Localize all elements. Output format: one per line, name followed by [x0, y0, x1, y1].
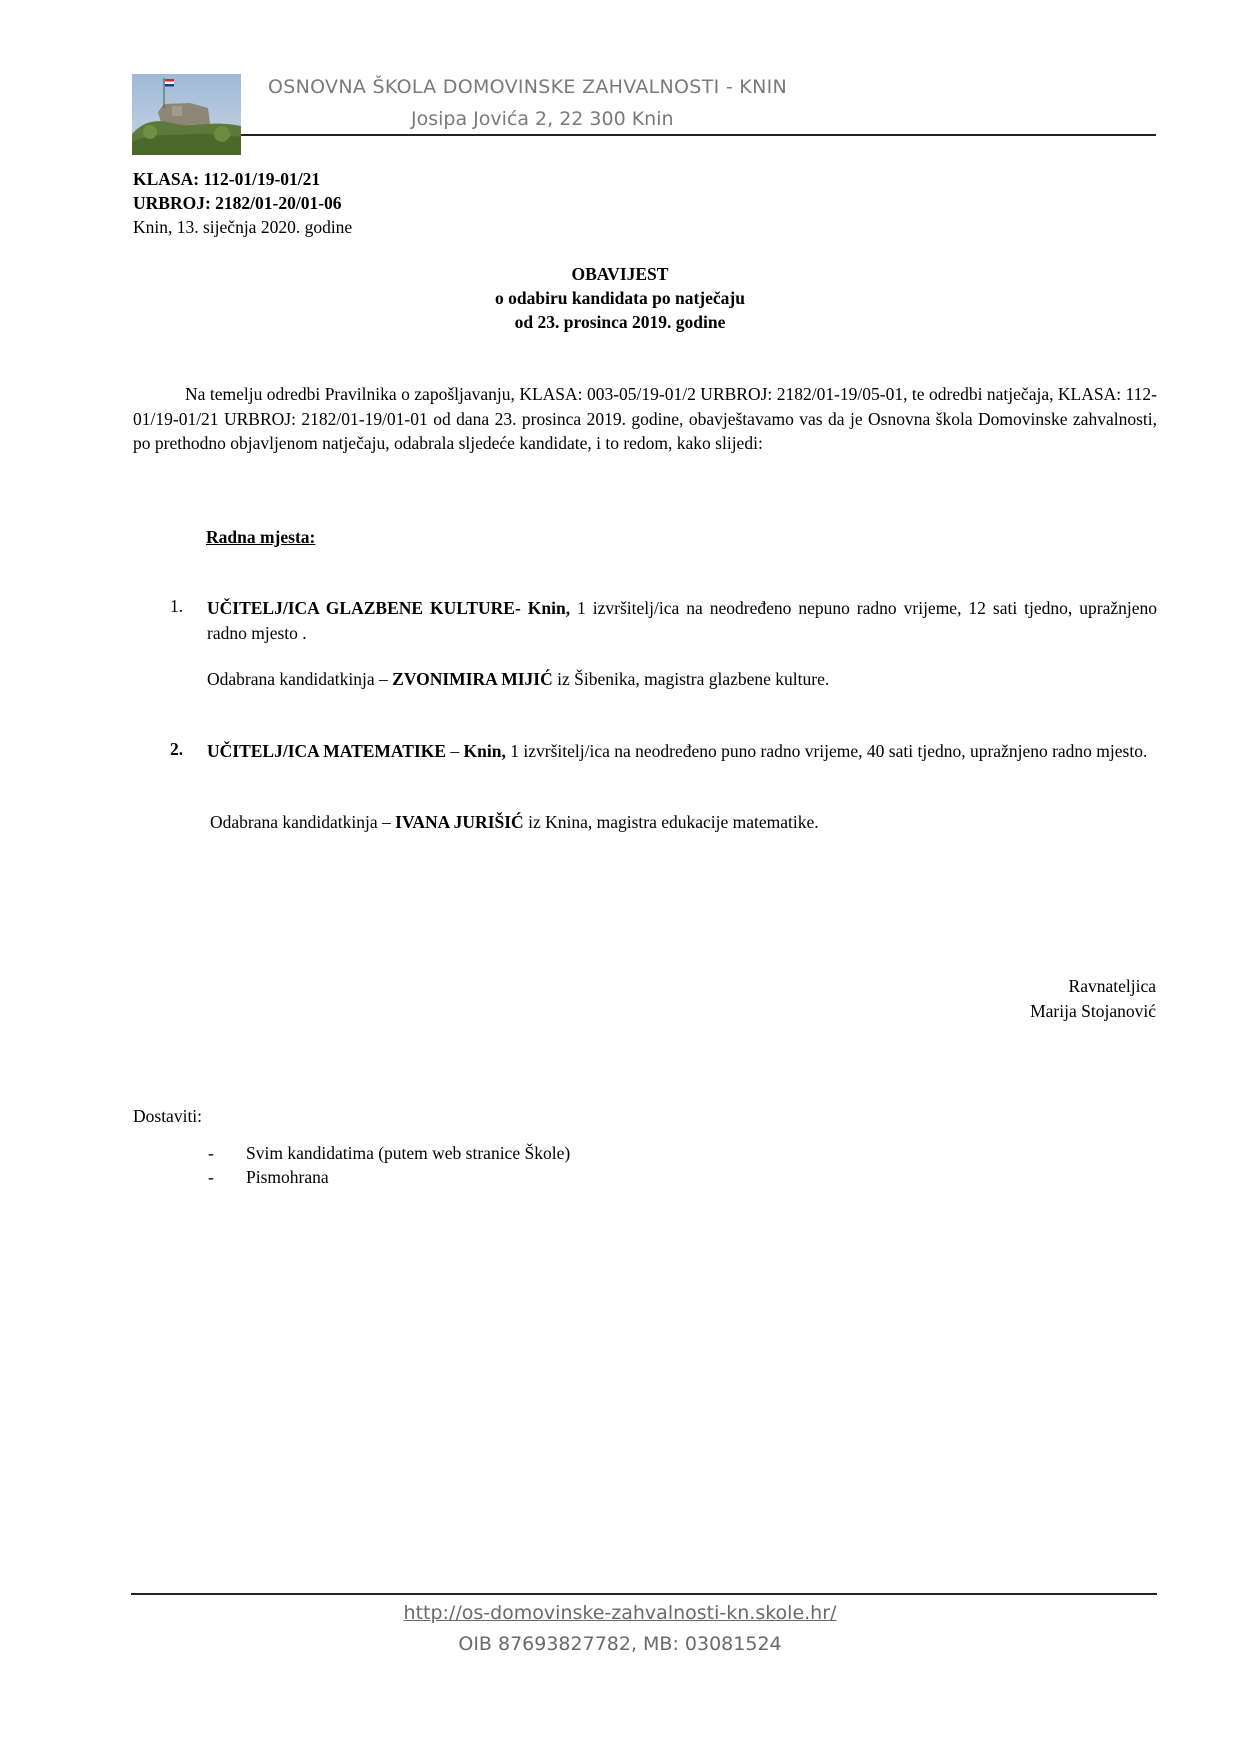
item-2-description: 1 izvršitelj/ica na neodređeno puno radno vrijeme, 40 sati tjedno, upražnjeno radno mjesto.	[505, 741, 1148, 761]
item-1-candidate-name: ZVONIMIRA MIJIĆ	[392, 669, 553, 689]
school-website-link[interactable]: http://os-domovinske-zahvalnosti-kn.skole.hr/	[403, 1602, 837, 1624]
item-2-title-separator: –	[446, 741, 464, 761]
delivery-item	[208, 1167, 329, 1188]
school-name: OSNOVNA ŠKOLA DOMOVINSKE ZAHVALNOSTI - KNIN	[268, 76, 787, 98]
item-1-number: 1.	[170, 596, 184, 616]
delivery-item-text: Svim kandidatima (putem web stranice Škole)	[246, 1143, 571, 1163]
delivery-item-text: Pismohrana	[246, 1167, 329, 1187]
header-divider	[241, 134, 1156, 136]
item-2-candidate-prefix: Odabrana kandidatkinja –	[210, 812, 396, 832]
intro-paragraph: Na temelju odredbi Pravilnika o zapošljavanju, KLASA: 003-05/19-01/2 URBROJ: 2182/01-19/05-01, te odredbi natječaja, KLASA: 112-01/19-01/21 URBROJ: 2182/01-19/01-01 od dana 23. prosinca 2019. godine, obavještavamo vas da je Osnovna škola Domovinske zahvalnosti, po prethodno objavljenom natječaju, odabrala sljedeće kandidate, i to redom, kako slijedi:	[133, 384, 1157, 453]
date-place-line: Knin, 13. siječnja 2020. godine	[133, 217, 353, 237]
item-1-text	[207, 596, 1157, 645]
item-2-title-place: Knin,	[463, 741, 506, 761]
list-dash: -	[208, 1167, 214, 1187]
delivery-label: Dostaviti:	[133, 1106, 203, 1126]
title-line-1: OBAVIJEST	[571, 264, 669, 284]
positions-heading: Radna mjesta:	[206, 527, 316, 547]
item-1-description: 1 izvršitelj/ica na neodređeno nepuno radno vrijeme, 12 sati tjedno, upražnjeno radno mjesto .	[207, 598, 1157, 643]
footer-divider	[131, 1593, 1157, 1595]
item-1-candidate	[207, 667, 1157, 692]
item-1-candidate-prefix: Odabrana kandidatkinja –	[207, 669, 393, 689]
document-title	[0, 262, 1240, 334]
item-2-candidate-name: IVANA JURIŠIĆ	[395, 812, 524, 832]
title-line-3: od 23. prosinca 2019. godine	[514, 312, 726, 332]
signature-block	[1030, 974, 1156, 1024]
urbroj-line: URBROJ: 2182/01-20/01-06	[133, 193, 342, 213]
footer-oib: OIB 87693827782, MB: 03081524	[458, 1633, 782, 1655]
item-1-title: UČITELJ/ICA GLAZBENE KULTURE- Knin,	[207, 598, 571, 618]
school-address: Josipa Jovića 2, 22 300 Knin	[411, 108, 674, 130]
item-2-candidate	[210, 810, 1160, 835]
signature-role: Ravnateljica	[1068, 976, 1156, 996]
title-line-2: o odabiru kandidata po natječaju	[495, 288, 745, 308]
item-2-number: 2.	[170, 739, 184, 759]
document-metadata	[133, 167, 352, 239]
item-2-text	[207, 739, 1157, 764]
list-dash: -	[208, 1143, 214, 1163]
item-1-candidate-suffix: iz Šibenika, magistra glazbene kulture.	[552, 669, 830, 689]
delivery-item	[208, 1143, 570, 1164]
signature-name: Marija Stojanović	[1030, 1001, 1156, 1021]
item-2-candidate-suffix: iz Knina, magistra edukacije matematike.	[523, 812, 819, 832]
klasa-line: KLASA: 112-01/19-01/21	[133, 169, 321, 189]
item-2-title: UČITELJ/ICA MATEMATIKE	[207, 741, 447, 761]
school-logo-photo	[132, 74, 241, 155]
